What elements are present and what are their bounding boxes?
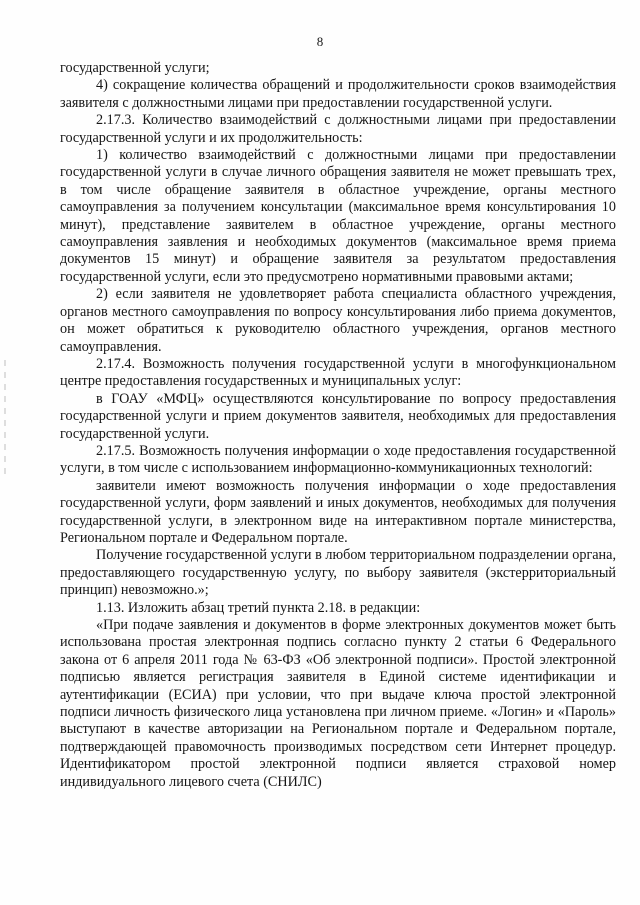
binding-margin-mark [4, 360, 6, 480]
paragraph-8: заявители имеют возможность получения информации о ходе предоставления государственной услуги, форм заявлений и иных документов, необходимых для получения государственной услуги, в электронном виде на интерактивном портале министерства, Региональном портале и Федеральном портале. [60, 477, 616, 546]
paragraph-2: 2.17.3. Количество взаимодействий с должностными лицами при предоставлении государственной услуги и их продолжительность: [60, 112, 616, 146]
paragraph-9: Получение государственной услуги в любом территориальном подразделении органа, предоставляющего государственную услугу, по выбору заявителя (экстерриториальный принцип) невозможно.»; [60, 547, 616, 599]
paragraph-5: 2.17.4. Возможность получения государственной услуги в многофункциональном центре предоставления государственных и муниципальных услуг: [60, 355, 616, 390]
paragraph-7: 2.17.5. Возможность получения информации о ходе предоставления государственной услуги, в том числе с использованием информационно-коммуникационных технологий: [60, 442, 616, 477]
page-number: 8 [316, 34, 324, 49]
paragraph-4: 2) если заявителя не удовлетворяет работа специалиста областного учреждения, органов местного самоуправления по вопросу консультирования либо приема документов, он может обратиться к руководителю областного учреждения, органов местного самоуправления. [60, 286, 616, 355]
paragraph-10: 1.13. Изложить абзац третий пункта 2.18. в редакции: [96, 599, 421, 616]
paragraph-1: 4) сокращение количества обращений и продолжительности сроков взаимодействия заявителя с должностными лицами при предоставлении государственной услуги. [60, 77, 616, 111]
paragraph-11: «При подаче заявления и документов в форме электронных документов может быть использована простая электронная подпись согласно пункту 2 статьи 6 Федерального закона от 6 апреля 2011 года № 63-ФЗ «Об электронной подписи». Простой электронной подписью является регистрация заявителя в Единой системе идентификации и аутентификации (ЕСИА) при условии, что при выдаче ключа простой электронной подписи личность физического лица установлена при личном приеме. «Логин» и «Пароль» выступают в качестве авторизации на Региональном портале и Федеральном портале, подтверждающей правомочность производимых посредством сети Интернет процедур. Идентификатором простой электронной подписи является страховой номер индивидуального лицевого счета (СНИЛС) [60, 617, 616, 790]
paragraph-3: 1) количество взаимодействий с должностными лицами при предоставлении государственной услуги в случае личного обращения заявителя не может превышать трех, в том числе обращение заявителя в областное учреждение, органы местного самоуправления за получением консультации (максимальное время консультирования 10 минут), представление заявителем в областное учреждение, органы местного самоуправления заявления и необходимых документов (максимальное время приема документов 15 минут) и обращение заявителя за результатом предоставления государственной услуги, если это предусмотрено нормативными правовыми актами; [60, 147, 616, 285]
paragraph-6: в ГОАУ «МФЦ» осуществляются консультирование по вопросу предоставления государственной услуги и прием документов заявителя, необходимых для предоставления государственной услуги. [60, 390, 616, 442]
document-body [60, 60, 616, 791]
paragraph-0: государственной услуги; [60, 60, 210, 76]
